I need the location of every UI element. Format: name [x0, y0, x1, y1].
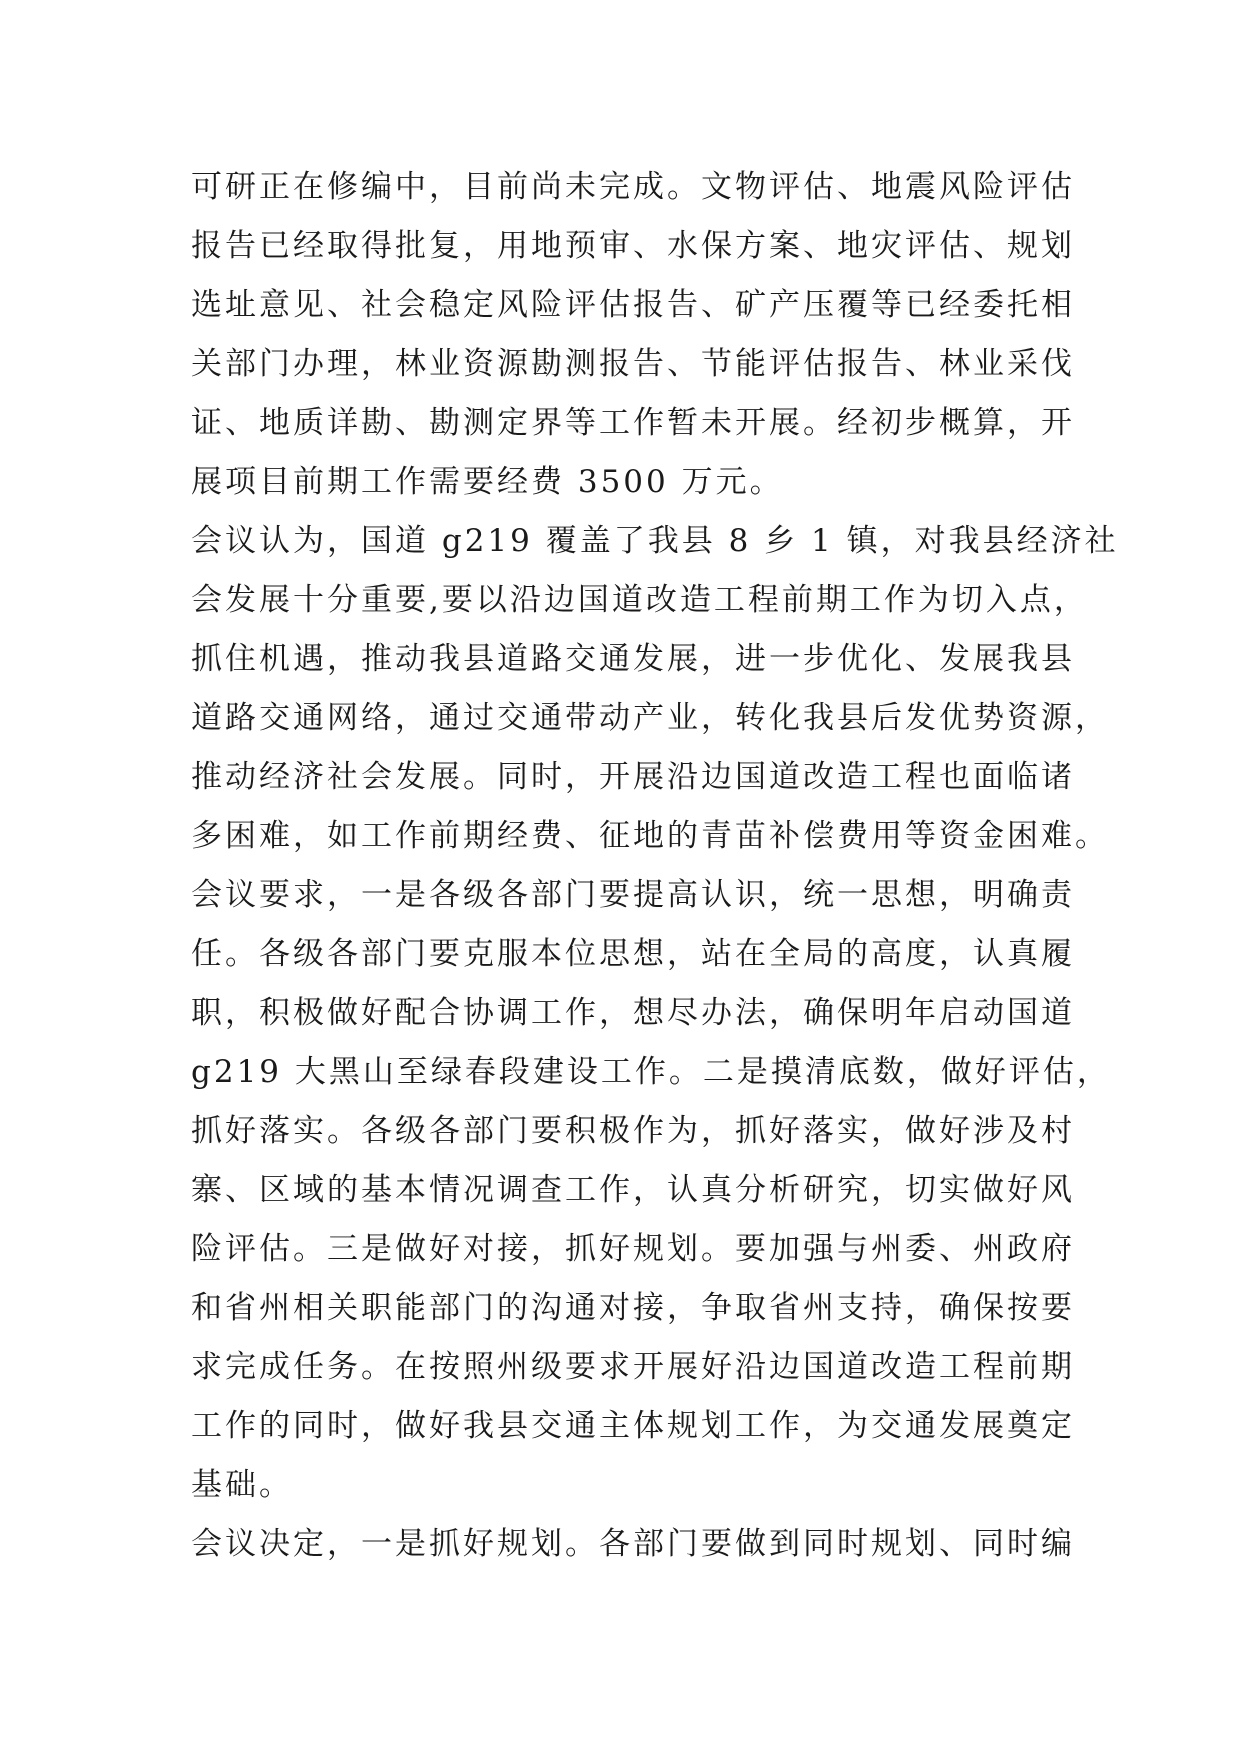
- text-line: 会议认为，国道 g219 覆盖了我县 8 乡 1 镇，对我县经济社: [191, 523, 1119, 559]
- text-line: 和省州相关职能部门的沟通对接，争取省州支持，确保按要: [191, 1290, 1075, 1326]
- text-line: 选址意见、社会稳定风险评估报告、矿产压覆等已经委托相: [191, 287, 1075, 323]
- text-line: 抓好落实。各级各部门要积极作为，抓好落实，做好涉及村: [191, 1113, 1075, 1149]
- text-line: g219 大黑山至绿春段建设工作。二是摸清底数，做好评估，: [191, 1054, 1111, 1090]
- text-line: 抓住机遇，推动我县道路交通发展，进一步优化、发展我县: [191, 641, 1075, 677]
- text-line: 关部门办理，林业资源勘测报告、节能评估报告、林业采伐: [191, 346, 1075, 382]
- text-line: 职，积极做好配合协调工作，想尽办法，确保明年启动国道: [191, 995, 1075, 1031]
- text-line: 会议要求，一是各级各部门要提高认识，统一思想，明确责: [191, 877, 1075, 913]
- text-line: 会议决定，一是抓好规划。各部门要做到同时规划、同时编: [191, 1526, 1075, 1562]
- text-line: 报告已经取得批复，用地预审、水保方案、地灾评估、规划: [191, 228, 1075, 264]
- text-line: 工作的同时，做好我县交通主体规划工作，为交通发展奠定: [191, 1408, 1075, 1444]
- text-line: 展项目前期工作需要经费 3500 万元。: [191, 464, 784, 500]
- text-line: 证、地质详勘、勘测定界等工作暂未开展。经初步概算，开: [191, 405, 1075, 441]
- text-line: 推动经济社会发展。同时，开展沿边国道改造工程也面临诸: [191, 759, 1075, 795]
- text-line: 可研正在修编中，目前尚未完成。文物评估、地震风险评估: [191, 169, 1075, 205]
- text-line: 任。各级各部门要克服本位思想，站在全局的高度，认真履: [191, 936, 1075, 972]
- text-line: 寨、区域的基本情况调查工作，认真分析研究，切实做好风: [191, 1172, 1075, 1208]
- text-line: 险评估。三是做好对接，抓好规划。要加强与州委、州政府: [191, 1231, 1075, 1267]
- text-line: 道路交通网络，通过交通带动产业，转化我县后发优势资源，: [191, 700, 1109, 736]
- text-line: 会发展十分重要,要以沿边国道改造工程前期工作为切入点，: [191, 582, 1088, 618]
- document-body: [191, 158, 1119, 1574]
- text-line: 基础。: [191, 1467, 293, 1503]
- text-line: 多困难，如工作前期经费、征地的青苗补偿费用等资金困难。: [191, 818, 1109, 854]
- text-line: 求完成任务。在按照州级要求开展好沿边国道改造工程前期: [191, 1349, 1075, 1385]
